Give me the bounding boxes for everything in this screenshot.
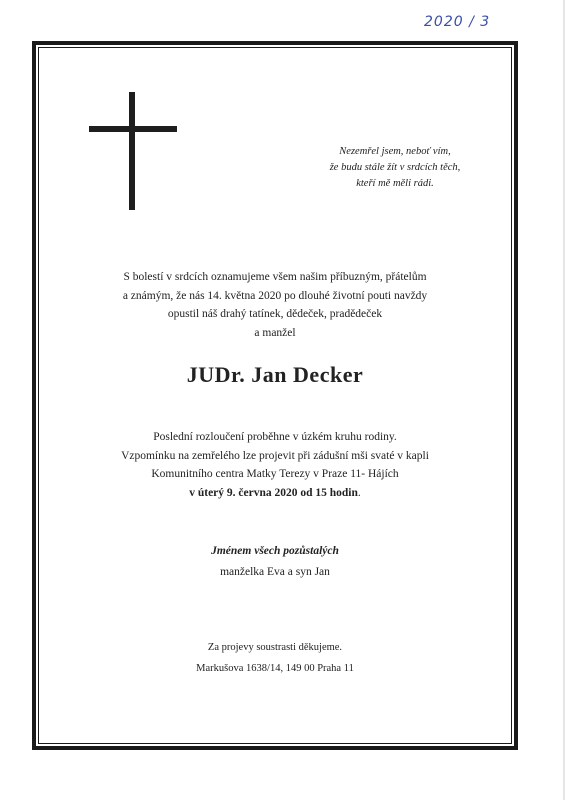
- funeral-info: [60, 428, 490, 502]
- announcement-line: a známým, že nás 14. května 2020 po dlouhé životní pouti navždy: [122, 289, 428, 302]
- announcement-line: opustil náš drahý tatínek, dědeček, pradědeček: [167, 308, 383, 320]
- footer-address: Markušova 1638/14, 149 00 Praha 11: [196, 663, 354, 674]
- funeral-line: Komunitního centra Matky Terezy v Praze 11- Hájích: [151, 468, 399, 480]
- funeral-datetime-line: [60, 484, 490, 503]
- announcement-line: S bolestí v srdcích oznamujeme všem našim příbuzným, přátelům: [123, 271, 427, 283]
- announcement-text: [60, 268, 490, 342]
- footer-block: [60, 637, 490, 679]
- cross-vertical-bar: [129, 92, 135, 210]
- cross-horizontal-bar: [89, 126, 177, 132]
- funeral-line: Poslední rozloučení proběhne v úzkém kruhu rodiny.: [153, 431, 397, 443]
- motto-line: Nezemřel jsem, neboť vím,: [339, 146, 451, 157]
- footer-thanks: Za projevy soustrasti děkujeme.: [207, 642, 343, 653]
- announcement-line: a manžel: [254, 326, 296, 339]
- deceased-name: JUDr. Jan Decker: [186, 362, 364, 387]
- motto-quote: [290, 144, 500, 192]
- funeral-datetime-suffix: .: [357, 486, 361, 499]
- motto-line: kteří mě měli rádi.: [356, 178, 434, 189]
- handwritten-note: 2020 / 3: [424, 14, 491, 30]
- signature-names: manželka Eva a syn Jan: [220, 566, 330, 578]
- funeral-datetime: v úterý 9. června 2020 od 15 hodin: [189, 486, 358, 499]
- signature-block: [60, 541, 490, 583]
- signature-lead: Jménem všech pozůstalých: [211, 545, 339, 557]
- motto-line: že budu stále žít v srdcích těch,: [329, 162, 461, 173]
- funeral-line: Vzpomínku na zemřelého lze projevit při zádušní mši svaté v kapli: [121, 449, 429, 462]
